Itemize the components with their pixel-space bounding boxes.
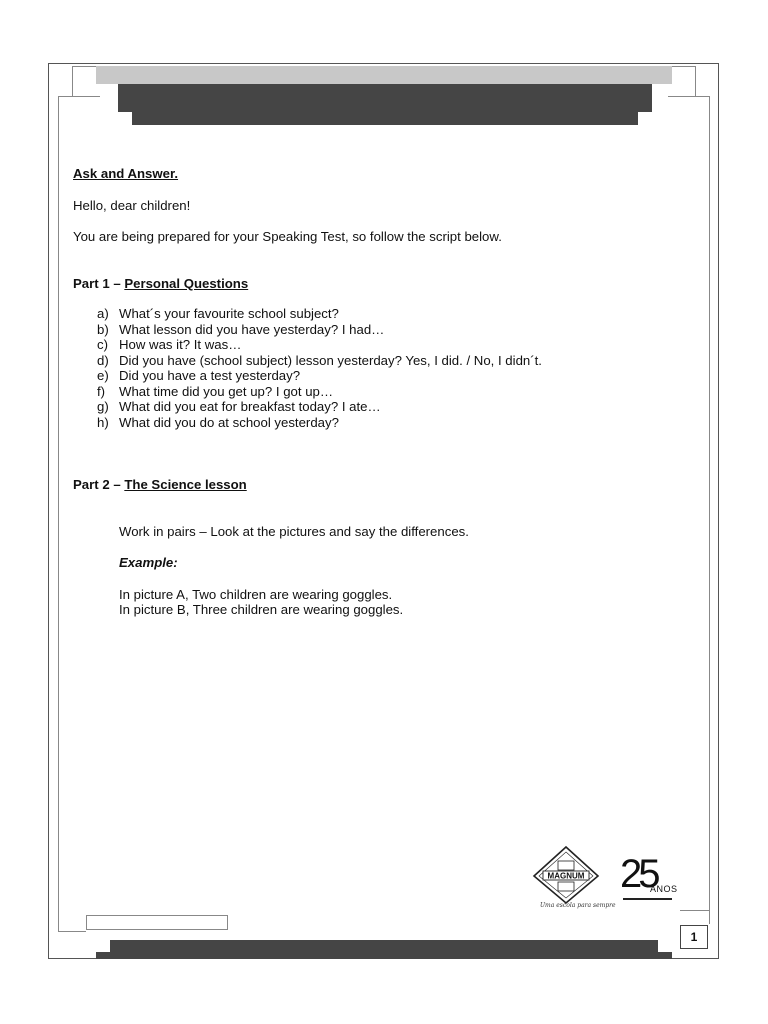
list-item: g) What did you eat for breakfast today? I ate…: [97, 399, 381, 414]
list-item: c) How was it? It was…: [97, 337, 242, 352]
bottom-dark-bar-lower: [96, 952, 672, 959]
magnum-logo: [530, 845, 602, 910]
page-heading: Ask and Answer.: [73, 166, 179, 181]
frame-right-line: [700, 106, 710, 910]
part1-heading: [73, 276, 693, 292]
frame-corner-br: [680, 910, 710, 924]
list-item: a) What´s your favourite school subject?: [97, 306, 339, 321]
list-item: f) What time did you get up? I got up…: [97, 383, 334, 399]
list-item: e) Did you have a test yesterday?: [97, 368, 301, 383]
frame-corner-bl: [58, 910, 86, 932]
part2-title: The Science lesson: [124, 477, 247, 492]
document-content: [73, 166, 693, 618]
anniversary-word: ANOS: [650, 884, 678, 894]
top-dark-bar: [118, 84, 652, 112]
part2-instruction: Work in pairs – Look at the pictures and say the differences.: [119, 523, 469, 539]
list-item: b) What lesson did you have yesterday? I had…: [97, 321, 385, 337]
questions-list: [73, 306, 693, 430]
list-item: h) What did you do at school yesterday?: [97, 414, 339, 430]
bottom-dark-bar: [110, 940, 658, 952]
greeting-text: Hello, dear children!: [73, 197, 191, 213]
frame-corner-tl-step: [58, 96, 100, 106]
magnum-logo-graphic: [530, 845, 602, 905]
part1-title: Personal Questions: [124, 275, 249, 291]
frame-corner-tl: [72, 66, 96, 96]
part2-heading: [73, 477, 693, 493]
example-line-b: In picture B, Three children are wearing goggles.: [119, 602, 404, 617]
logo-tagline: Uma escola para sempre: [540, 902, 616, 909]
example-line-a: In picture A, Two children are wearing goggles.: [119, 586, 393, 602]
top-dark-bar-lower: [132, 112, 638, 125]
frame-bottom-left-box: [86, 915, 228, 930]
list-item: d) Did you have (school subject) lesson yesterday? Yes, I did. / No, I didn´t.: [97, 352, 542, 368]
frame-corner-tr: [672, 66, 696, 96]
top-light-bar: [96, 66, 672, 84]
intro-text: You are being prepared for your Speaking Test, so follow the script below.: [73, 229, 502, 244]
anniversary-number: 25: [620, 852, 657, 896]
logo-name: MAGNUM: [547, 871, 585, 881]
frame-corner-tr-step: [668, 96, 710, 106]
anniversary-underline: [623, 898, 672, 900]
frame-left-line: [58, 106, 68, 910]
page-number: 1: [680, 925, 708, 949]
example-label: Example:: [119, 555, 178, 570]
part2-prefix: Part 2 –: [73, 477, 125, 492]
part1-prefix: Part 1 –: [73, 275, 125, 291]
